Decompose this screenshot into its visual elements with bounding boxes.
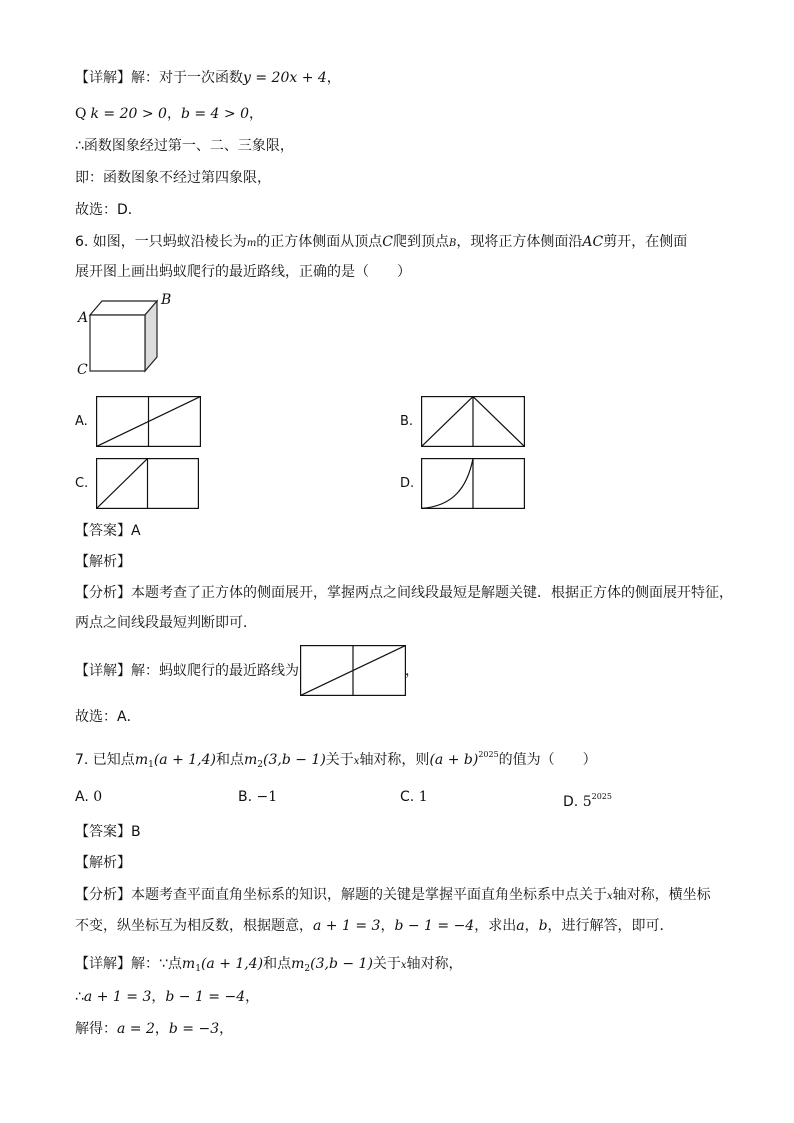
linear-function-equation: y = 20x + 4 xyxy=(243,70,327,86)
therefore-7: ∴a + 1 = 3，b − 1 = −4， xyxy=(75,989,260,1005)
line-k-b: Q k = 20 > 0，b = 4 > 0， xyxy=(75,106,263,122)
option-d-figure[interactable] xyxy=(421,458,525,509)
analysis-7-line1: 【分析】本题考查平面直角坐标系的知识，解题的关键是掌握平面直角坐标系中点关于x轴对称，横坐标 xyxy=(75,887,711,903)
cube-label-a: A xyxy=(78,310,89,326)
cube-label-c: C xyxy=(77,362,88,378)
line-not-fourth: 即：函数图象不经过第四象限， xyxy=(75,170,271,186)
cube-label-b: B xyxy=(161,292,172,308)
analysis-6-heading: 【解析】 xyxy=(75,554,131,570)
option-b-label: B. xyxy=(400,414,414,429)
cube-figure xyxy=(85,295,170,375)
line-choose-d: 故选：D． xyxy=(75,202,142,218)
detail-7: 【详解】解：∵点$m_1(a + 1,4)$和点$m_2(3,b - 1)$关于x轴对称， xyxy=(75,956,463,974)
analysis-6-line2: 两点之间线段最短判断即可． xyxy=(75,615,257,631)
q7-option-c[interactable]: C. 1 xyxy=(400,789,428,805)
detail-tag: 【详解】 xyxy=(75,70,131,86)
line-detail-intro: 【详解】解：对于一次函数y = 20x + 4， xyxy=(75,70,341,86)
answer-6: 【答案】A xyxy=(75,523,141,539)
option-b-figure[interactable] xyxy=(421,396,525,447)
option-a-figure[interactable] xyxy=(96,396,201,447)
answer-7: 【答案】B xyxy=(75,824,141,840)
solve-7: 解得：a = 2，b = −3， xyxy=(75,1021,234,1037)
option-c-figure[interactable] xyxy=(96,458,199,509)
analysis-7-line2: 不变，纵坐标互为相反数，根据题意，a + 1 = 3，b − 1 = −4，求出a，b，进行解答，即可． xyxy=(75,918,674,934)
q7-option-b[interactable]: B. −1 xyxy=(238,789,278,805)
option-d-label: D. xyxy=(400,476,415,491)
q7-option-a[interactable]: A. 0 xyxy=(75,789,103,805)
analysis-6-line1: 【分析】本题考查了正方体的侧面展开，掌握两点之间线段最短是解题关键．根据正方体的侧面展开特征， xyxy=(75,585,733,601)
question-7: 7. 已知点$m_1(a + 1,4)$和点$m_2(3,b - 1)$关于x轴对称，则$(a + b)^{2025}$的值为（ ） xyxy=(75,750,597,770)
choose-a: 故选：A． xyxy=(75,709,141,725)
detail-6-figure xyxy=(300,645,406,696)
q7-option-d[interactable]: D. $5^{2025}$ xyxy=(563,792,612,810)
detail-6: 【详解】解：蚂蚁爬行的最近路线为 ， xyxy=(75,663,419,679)
because-symbol: Q xyxy=(75,106,87,122)
option-a-label: A. xyxy=(75,414,88,429)
analysis-7-heading: 【解析】 xyxy=(75,855,131,871)
option-c-label: C. xyxy=(75,476,89,491)
question-6-line1: 6. 如图，一只蚂蚁沿棱长为m的正方体侧面从顶点C爬到顶点B，现将正方体侧面沿AC剪开，在侧面 xyxy=(75,234,688,250)
question-6-line2: 展开图上画出蚂蚁爬行的最近路线，正确的是（ ） xyxy=(75,264,411,280)
line-quadrants: ∴函数图象经过第一、二、三象限， xyxy=(75,138,294,154)
